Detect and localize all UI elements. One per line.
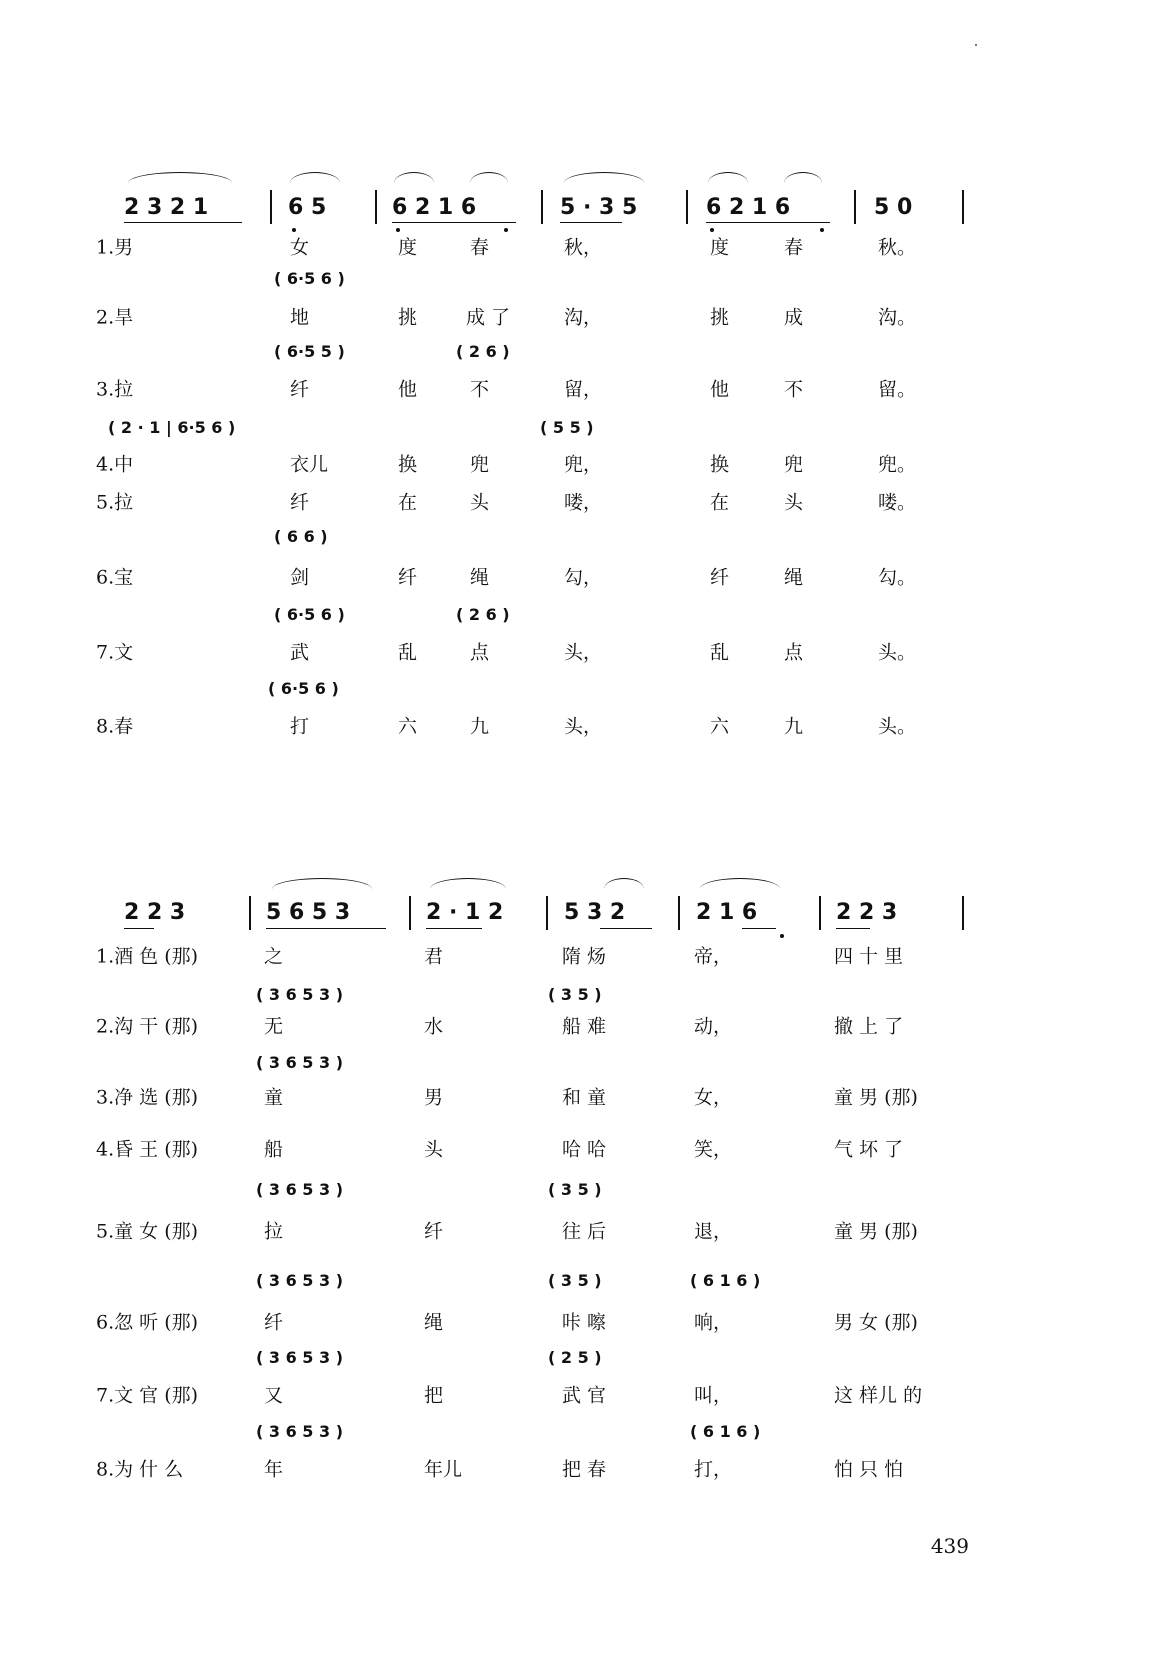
lyric-word: 纤 [290,378,310,401]
lyric-word: 纤 [424,1220,444,1243]
low-dot [820,228,824,232]
slur [564,172,644,183]
lyric-word: 四 十 里 [834,945,904,968]
variant-notes: ( 3 5 ) [548,1271,602,1290]
lyric-word: 地 [290,306,310,329]
lyric-word: 纤 [290,491,310,514]
lyric-word: 武 官 [562,1384,607,1407]
variant-notes: ( 2 6 ) [456,342,510,361]
lyric-word: 乱 [398,641,418,664]
lyric-word: 船 难 [562,1015,607,1038]
lyric-word: 留。 [878,378,917,401]
lyric-word: 成 [784,306,804,329]
variant-notes: ( 2 · 1 | 6·5 6 ) [108,418,236,437]
variant-notes: ( 5 5 ) [540,418,594,437]
lyric-word: 响， [694,1311,733,1334]
verse-label: 5.拉 [96,491,134,514]
lyric-word: 兜 [784,453,804,476]
lyric-word: 头。 [878,641,917,664]
lyric-word: 秋。 [878,236,917,259]
variant-notes: ( 2 6 ) [456,605,510,624]
lyric-word: 绳 [784,566,804,589]
lyric-word: 沟。 [878,306,917,329]
barline [249,896,251,930]
lyric-word: 头， [564,715,603,738]
verse-label: 1.酒 色 (那) [96,945,199,968]
lyric-word: 喽， [564,491,603,514]
lyric-word: 把 [424,1384,444,1407]
lyric-word: 挑 [710,306,730,329]
lyric-word: 六 [398,715,418,738]
lyric-word: 绳 [424,1311,444,1334]
lyric-word: 换 [710,453,730,476]
lyric-word: 点 [470,641,490,664]
measure-1-5: 6 2 1 6 [706,195,791,220]
slur [272,878,372,889]
measure-2-5: 2 1 6 [696,900,758,925]
variant-notes: ( 6·5 6 ) [274,605,345,624]
lyric-word: 把 春 [562,1458,607,1481]
measure-1-4: 5 · 3 5 [560,195,638,220]
measure-1-6: 5 0 [874,195,913,220]
lyric-word: 女 [290,236,310,259]
underline [560,222,622,223]
underline [266,928,386,929]
measure-2-1: 2 2 3 [124,900,186,925]
lyric-word: 剑 [290,566,310,589]
barline [854,190,856,224]
barline [686,190,688,224]
underline [124,928,154,929]
lyric-word: 动， [694,1015,733,1038]
verse-label: 6.忽 听 (那) [96,1311,199,1334]
slur [470,172,508,183]
slur [290,172,340,183]
lyric-word: 头 [424,1138,444,1161]
lyric-word: 退， [694,1220,733,1243]
low-dot [710,228,714,232]
verse-label: 7.文 官 (那) [96,1384,199,1407]
underline [600,928,652,929]
lyric-word: 船 [264,1138,284,1161]
lyric-word: 年 [264,1458,284,1481]
lyric-word: 换 [398,453,418,476]
measure-2-3: 2 · 1 2 [426,900,504,925]
verse-label: 1.男 [96,236,134,259]
variant-notes: ( 3 6 5 3 ) [256,1348,344,1367]
lyric-word: 拉 [264,1220,284,1243]
low-dot [396,228,400,232]
verse-label: 4.中 [96,453,134,476]
lyric-word: 乱 [710,641,730,664]
slur [784,172,822,183]
lyric-word: 女， [694,1086,733,1109]
lyric-word: 在 [398,491,418,514]
lyric-word: 撤 上 了 [834,1015,904,1038]
verse-label: 8.为 什 么 [96,1458,184,1481]
underline [426,928,482,929]
lyric-word: 怕 只 怕 [834,1458,904,1481]
barline [375,190,377,224]
lyric-word: 咔 嚓 [562,1311,607,1334]
variant-notes: ( 6·5 6 ) [274,269,345,288]
lyric-word: 童 男 (那) [834,1220,918,1243]
lyric-word: 之 [264,945,284,968]
barline [962,896,964,930]
lyric-word: 君 [424,945,444,968]
page-speck [975,44,977,46]
lyric-word: 勾， [564,566,603,589]
lyric-word: 男 [424,1086,444,1109]
variant-notes: ( 3 6 5 3 ) [256,1422,344,1441]
barline [678,896,680,930]
lyric-word: 九 [784,715,804,738]
lyric-word: 往 后 [562,1220,607,1243]
measure-1-2: 6 5 [288,195,327,220]
lyric-word: 兜。 [878,453,917,476]
lyric-word: 水 [424,1015,444,1038]
variant-notes: ( 6·5 5 ) [274,342,345,361]
lyric-word: 帝， [694,945,733,968]
lyric-word: 和 童 [562,1086,607,1109]
verse-label: 4.昏 王 (那) [96,1138,199,1161]
lyric-word: 春 [470,236,490,259]
lyric-word: 纤 [398,566,418,589]
lyric-word: 童 男 (那) [834,1086,918,1109]
underline [742,928,776,929]
lyric-word: 头。 [878,715,917,738]
barline [541,190,543,224]
variant-notes: ( 3 6 5 3 ) [256,985,344,1004]
lyric-word: 不 [470,378,490,401]
lyric-word: 气 坏 了 [834,1138,904,1161]
underline [706,222,830,223]
lyric-word: 勾。 [878,566,917,589]
underline [836,928,870,929]
barline [819,896,821,930]
lyric-word: 武 [290,641,310,664]
lyric-word: 又 [264,1384,284,1407]
verse-label: 3.拉 [96,378,134,401]
lyric-word: 挑 [398,306,418,329]
verse-label: 3.净 选 (那) [96,1086,199,1109]
underline [392,222,516,223]
lyric-word: 点 [784,641,804,664]
verse-label: 7.文 [96,641,134,664]
barline [270,190,272,224]
lyric-word: 笑， [694,1138,733,1161]
measure-2-2: 5 6 5 3 [266,900,351,925]
lyric-word: 不 [784,378,804,401]
barline [546,896,548,930]
measure-2-6: 2 2 3 [836,900,898,925]
variant-notes: ( 6·5 6 ) [268,679,339,698]
lyric-word: 无 [264,1015,284,1038]
lyric-word: 年儿 [424,1458,463,1481]
lyric-word: 在 [710,491,730,514]
verse-label: 6.宝 [96,566,134,589]
lyric-word: 纤 [264,1311,284,1334]
slur [708,172,748,183]
slur [394,172,434,183]
variant-notes: ( 6 6 ) [274,527,328,546]
lyric-word: 留， [564,378,603,401]
lyric-word: 打 [290,715,310,738]
slur [700,878,780,889]
lyric-word: 这 样儿 的 [834,1384,923,1407]
lyric-word: 纤 [710,566,730,589]
lyric-word: 哈 哈 [562,1138,607,1161]
lyric-word: 度 [398,236,418,259]
lyric-word: 他 [710,378,730,401]
lyric-word: 九 [470,715,490,738]
lyric-word: 兜， [564,453,603,476]
low-dot [292,228,296,232]
lyric-word: 成 了 [466,306,511,329]
barline [962,190,964,224]
lyric-word: 男 女 (那) [834,1311,918,1334]
lyric-word: 度 [710,236,730,259]
barline [409,896,411,930]
low-dot [504,228,508,232]
lyric-word: 头 [470,491,490,514]
verse-label: 2.旱 [96,306,134,329]
lyric-word: 沟， [564,306,603,329]
lyric-word: 六 [710,715,730,738]
slur [128,172,232,183]
verse-label: 5.童 女 (那) [96,1220,199,1243]
verse-label: 2.沟 干 (那) [96,1015,199,1038]
measure-2-4: 5 3 2 [564,900,626,925]
variant-notes: ( 3 6 5 3 ) [256,1271,344,1290]
lyric-word: 童 [264,1086,284,1109]
lyric-word: 兜 [470,453,490,476]
variant-notes: ( 6 1 6 ) [690,1422,761,1441]
measure-1-1: 2 3 2 1 [124,195,209,220]
variant-notes: ( 3 6 5 3 ) [256,1180,344,1199]
lyric-word: 春 [784,236,804,259]
lyric-word: 秋， [564,236,603,259]
lyric-word: 头 [784,491,804,514]
variant-notes: ( 2 5 ) [548,1348,602,1367]
lyric-word: 他 [398,378,418,401]
variant-notes: ( 3 5 ) [548,1180,602,1199]
lyric-word: 打， [694,1458,733,1481]
variant-notes: ( 3 6 5 3 ) [256,1053,344,1072]
slur [430,878,506,889]
verse-label: 8.春 [96,715,134,738]
measure-1-3: 6 2 1 6 [392,195,477,220]
lyric-word: 衣儿 [290,453,329,476]
variant-notes: ( 3 5 ) [548,985,602,1004]
page-number: 439 [930,1534,969,1558]
lyric-word: 隋 炀 [562,945,607,968]
underline [124,222,242,223]
lyric-word: 绳 [470,566,490,589]
lyric-word: 叫， [694,1384,733,1407]
variant-notes: ( 6 1 6 ) [690,1271,761,1290]
slur [604,878,644,889]
low-dot [780,934,784,938]
lyric-word: 喽。 [878,491,917,514]
lyric-word: 头， [564,641,603,664]
